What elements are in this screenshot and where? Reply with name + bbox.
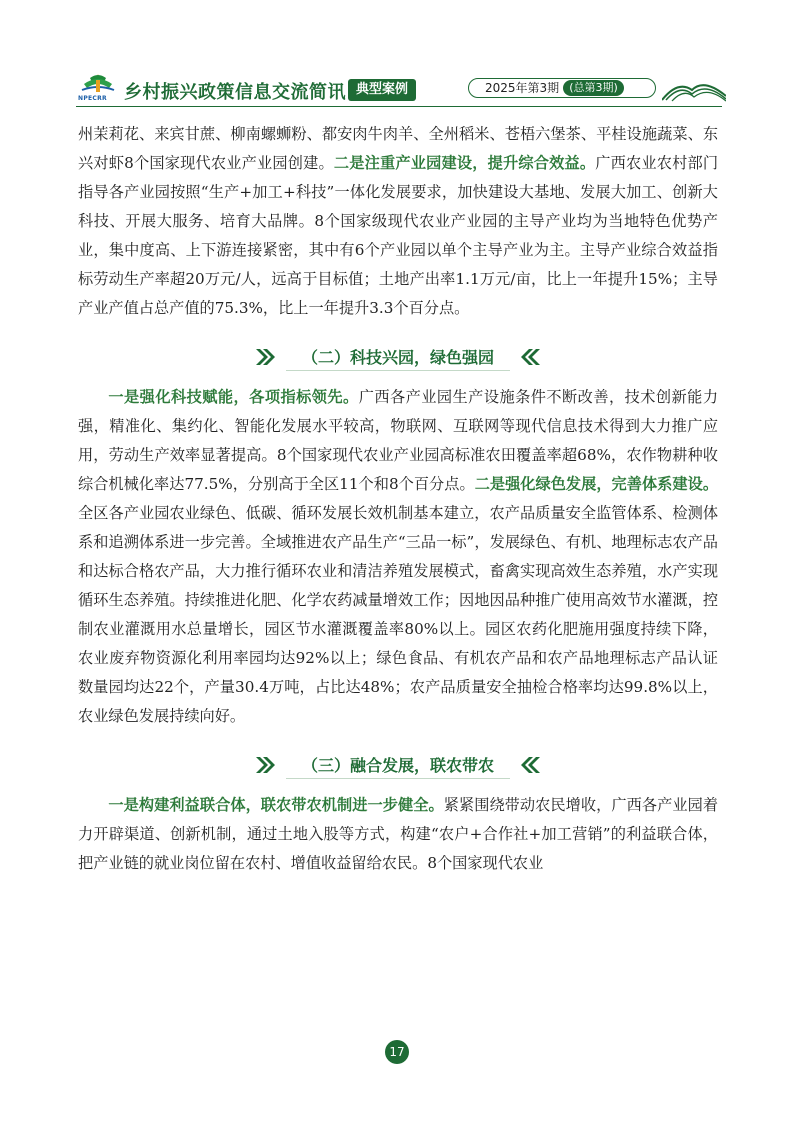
page-header — [76, 70, 722, 110]
category-badge: 典型案例 — [348, 79, 416, 101]
section-title: （三）融合发展，联农带农 — [286, 751, 510, 779]
issue-total: (总第3期) — [563, 80, 624, 96]
issue-label — [468, 78, 656, 98]
paragraph-text: 全区各产业园农业绿色、低碳、循环发展长效机制基本建立，农产品质量安全监管体系、检测体系和追溯体系进一步完善。全域推进农产品生产“三品一标”，发展绿色、有机、地理标志农产品和达标合格农产品，大力推行循环农业和清洁养殖发展模式，畜禽实现高效生态养殖，水产实现循环生态养殖。持续推进化肥、化学农药减量增效工作；因地因品种推广使用高效节水灌溉，控制农业灌溉用水总量增长，园区节水灌溉覆盖率80%以上。园区农药化肥施用强度持续下降，农业废弃物资源化利用率园均达92%以上；绿色食品、有机农产品和农产品地理标志产品认证数量园均达22个，产量30.4万吨，占比达48%；农产品质量安全抽检合格率均达99.8%以上，农业绿色发展持续向好。 — [78, 504, 718, 725]
header-divider — [76, 106, 722, 107]
paragraph — [78, 791, 718, 878]
double-chevron-right-icon — [254, 346, 276, 368]
page-number: 17 — [385, 1040, 409, 1064]
section-heading-3 — [78, 745, 718, 785]
double-chevron-right-icon — [254, 754, 276, 776]
double-chevron-left-icon — [520, 346, 542, 368]
paragraph-text: 紧紧围绕带动农民增收，广西各产业园着力开辟渠道、创新机制，通过土地入股等方式，构建“农户+合作社+加工营销”的利益联合体，把产业链的就业岗位留在农村、增值收益留给农民。8个国家现代农业 — [78, 796, 719, 872]
issue-number: 2025年第3期 — [485, 81, 560, 95]
paragraph-text: 州茉莉花、来宾甘蔗、柳南螺蛳粉、都安肉牛肉羊、全州稻米、苍梧六堡茶、平桂设施蔬菜、东兴对虾8个国家现代农业产业园创建。 — [78, 125, 718, 172]
mountains-icon — [662, 76, 726, 102]
highlight-text: 一是强化科技赋能，各项指标领先。 — [108, 388, 359, 406]
paragraph-text: 广西农业农村部门指导各产业园按照“生产+加工+科技”一体化发展要求，加快建设大基地、发展大加工、创新大科技、开展大服务、培育大品牌。8个国家级现代农业产业园的主导产业均为当地特色优势产业，集中度高、上下游连接紧密，其中有6个产业园以单个主导产业为主。主导产业综合效益指标劳动生产率超20万元/人，远高于目标值；土地产出率1.1万元/亩，比上一年提升15%；主导产业产值占总产值的75.3%，比上一年提升3.3个百分点。 — [78, 154, 719, 317]
double-chevron-left-icon — [520, 754, 542, 776]
highlight-text: 二是强化绿色发展，完善体系建设。 — [474, 475, 719, 493]
section-heading-2 — [78, 337, 718, 377]
section-title: （二）科技兴园，绿色强园 — [286, 343, 510, 371]
paragraph-text: 广西各产业园生产设施条件不断改善，技术创新能力强，精准化、集约化、智能化发展水平较高，物联网、互联网等现代信息技术得到大力推广应用，劳动生产效率显著提高。8个国家现代农业产业园高标准农田覆盖率超68%，农作物耕种收综合机械化率达77.5%，分别高于全区11个和8个百分点。 — [78, 388, 719, 493]
highlight-text: 二是注重产业园建设，提升综合效益。 — [333, 154, 596, 172]
publication-title: 乡村振兴政策信息交流简讯 — [124, 82, 346, 103]
paragraph — [78, 120, 718, 323]
logo-text: NPECRR — [78, 95, 107, 102]
highlight-text: 一是构建利益联合体，联农带农机制进一步健全。 — [108, 796, 444, 814]
article-body — [78, 120, 718, 878]
paragraph — [78, 383, 718, 731]
